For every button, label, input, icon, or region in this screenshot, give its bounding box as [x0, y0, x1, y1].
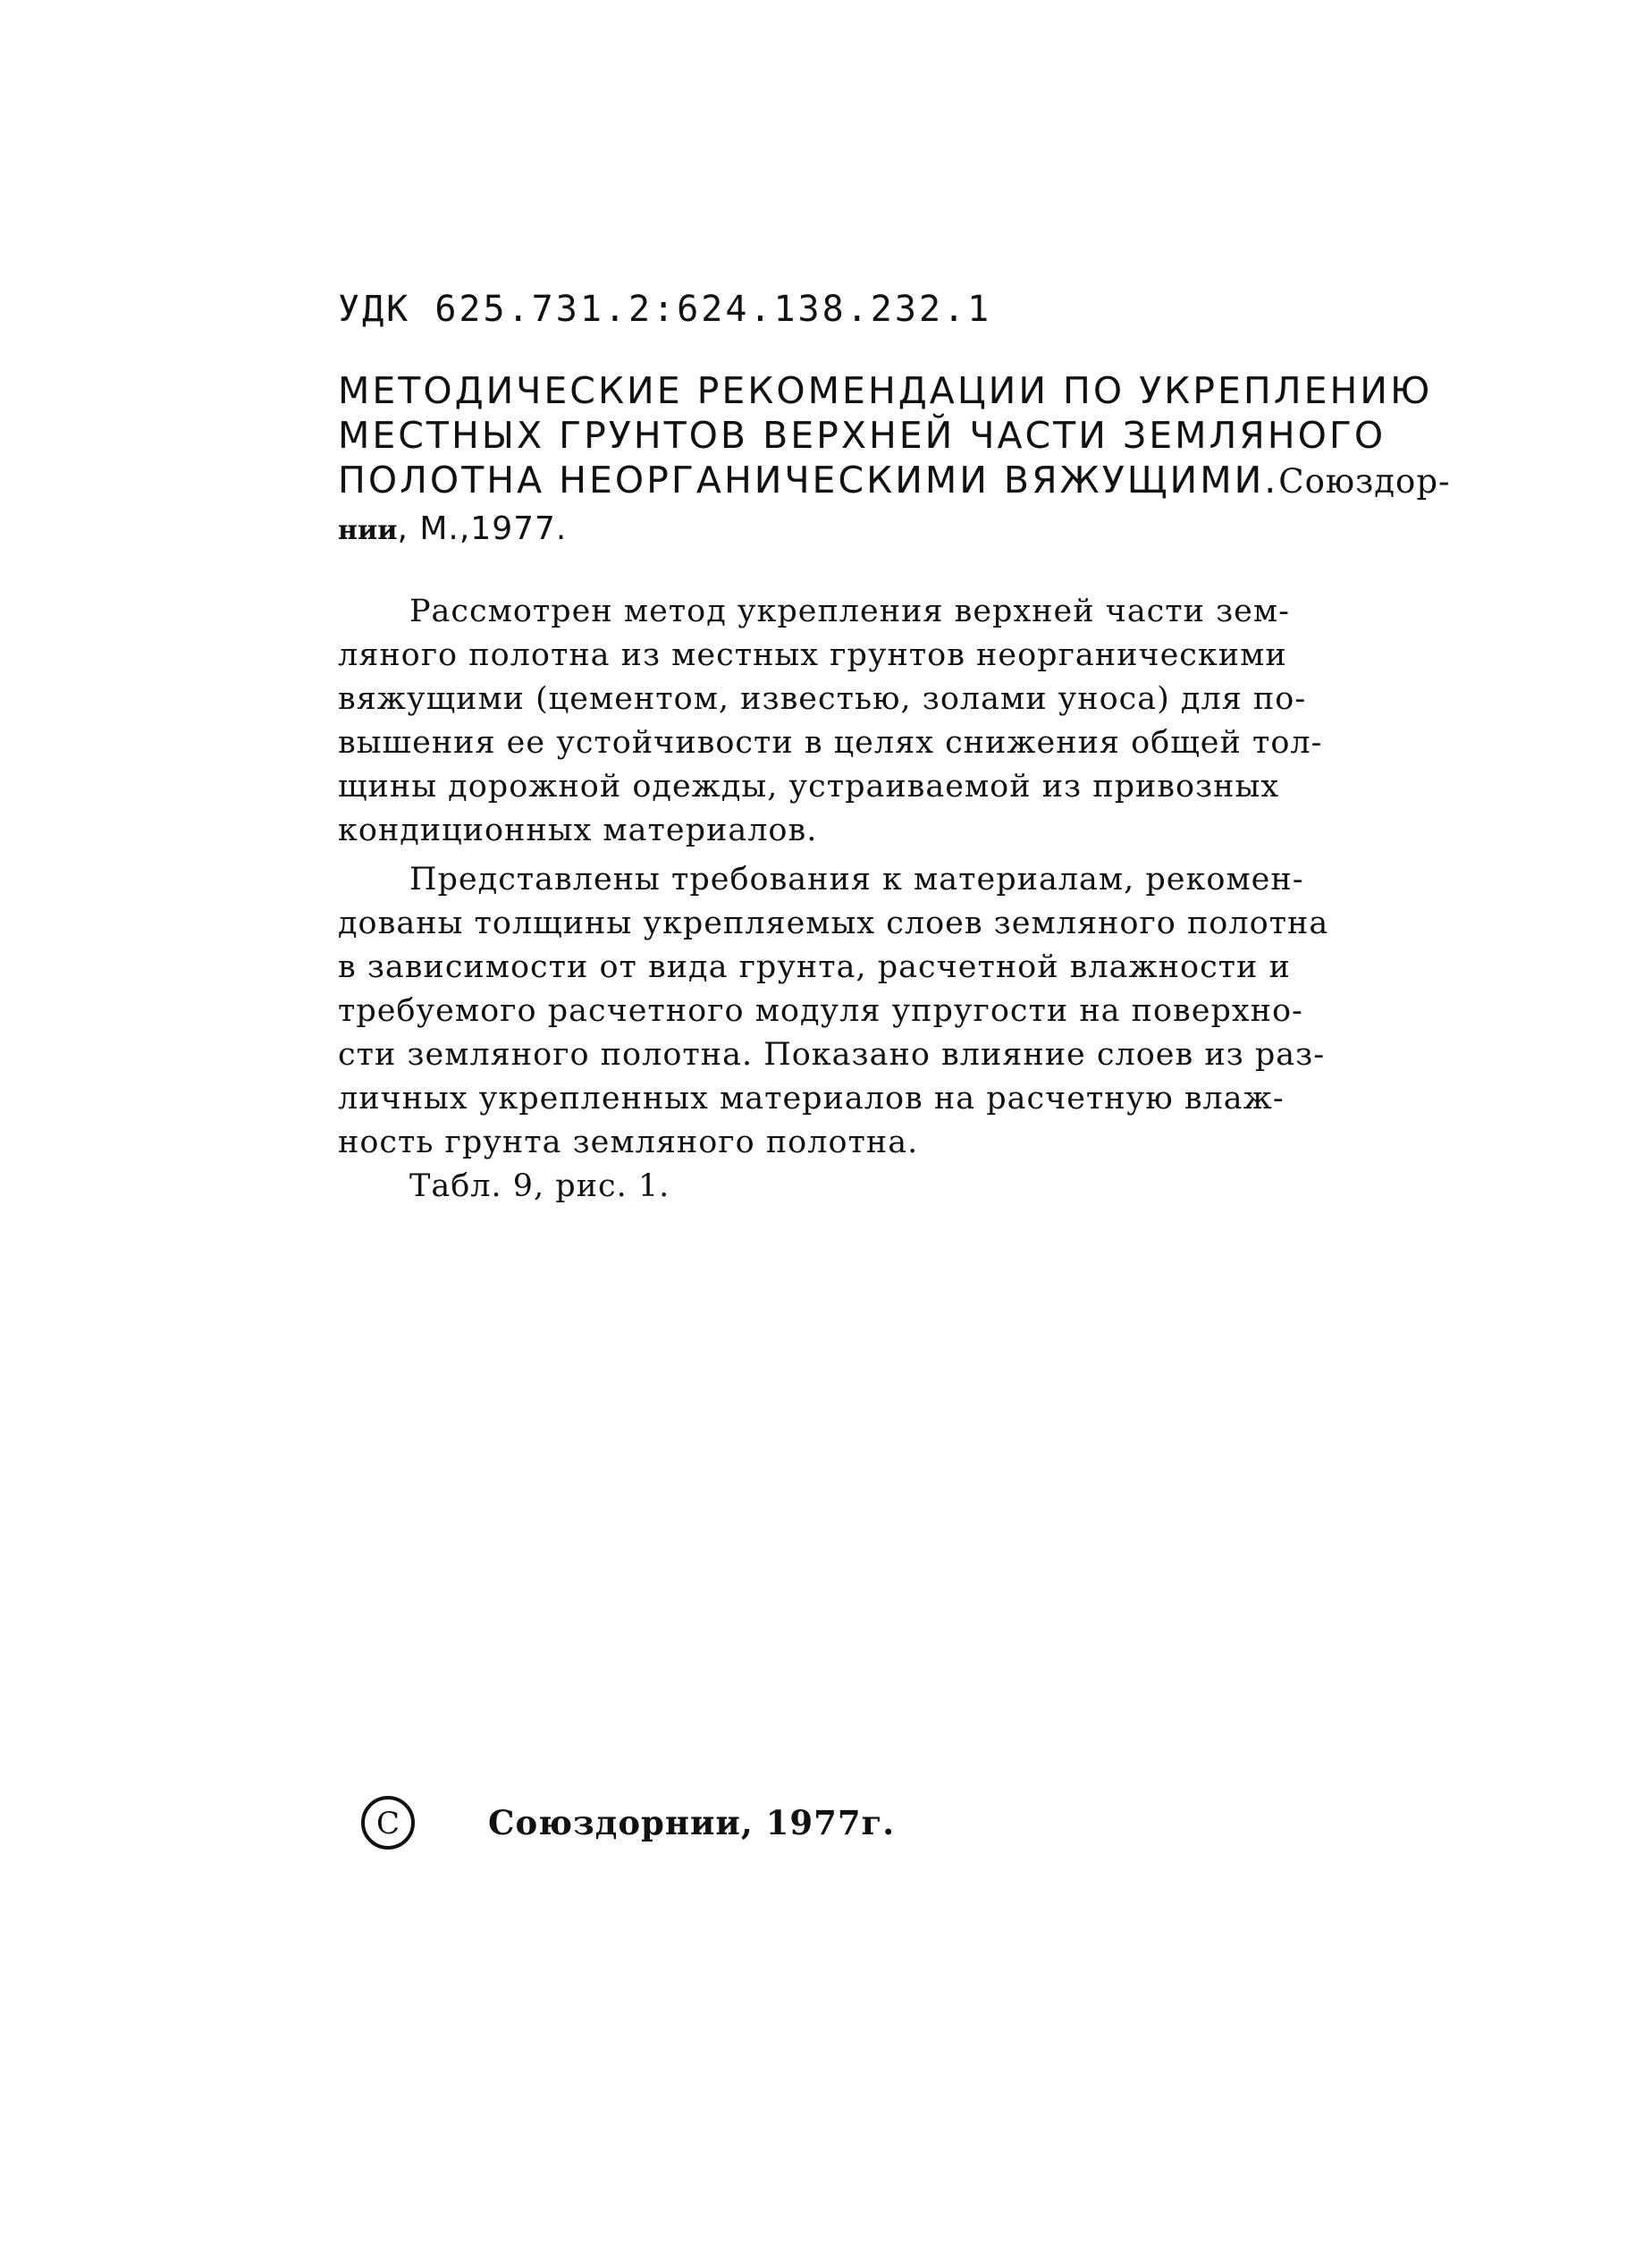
abstract-p2-line: требуемого расчетного модуля упругости на поверхно-: [338, 993, 1303, 1029]
copyright-icon: [359, 1794, 417, 1851]
tables-figures-note: Табл. 9, рис. 1.: [409, 1168, 670, 1204]
svg-text:C: C: [375, 1806, 400, 1841]
abstract-p1-line: вяжущими (цементом, известью, золами уноса) для по-: [338, 681, 1307, 717]
abstract: [338, 590, 1455, 1209]
bibliographic-title: [338, 368, 1491, 553]
abstract-p1-line: ляного полотна из местных грунтов неорганическими: [338, 637, 1287, 673]
abstract-p1-line: вышения ее устойчивости в целях снижения общей тол-: [338, 725, 1323, 761]
abstract-p2-line: ность грунта земляного полотна.: [338, 1125, 919, 1160]
title-line-1: МЕТОДИЧЕСКИЕ РЕКОМЕНДАЦИИ ПО УКРЕПЛЕНИЮ: [338, 369, 1433, 412]
abstract-p2-line: сти земляного полотна. Показано влияние слоев из раз-: [338, 1037, 1326, 1073]
publisher-start: Союздор-: [1278, 462, 1451, 501]
abstract-p1-line: щины дорожной одежды, устраиваемой из привозных: [338, 769, 1280, 805]
title-line-4: [338, 504, 1491, 553]
abstract-p2-line: дованы толщины укрепляемых слоев земляного полотна: [338, 906, 1329, 941]
title-line-3-text: ПОЛОТНА НЕОРГАНИЧЕСКИМИ ВЯЖУЩИМИ.: [338, 459, 1279, 501]
abstract-p2-line: в зависимости от вида грунта, расчетной влажности и: [338, 949, 1291, 985]
copyright-line: [359, 1791, 895, 1854]
abstract-p1-line: Рассмотрен метод укрепления верхней части зем-: [409, 594, 1290, 629]
copyright-text: Союздорнии, 1977г.: [488, 1803, 896, 1842]
udk-code: УДК 625.731.2:624.138.232.1: [338, 289, 992, 330]
abstract-p2-line: личных укрепленных материалов на расчетную влаж-: [338, 1081, 1285, 1117]
title-line-3: [338, 458, 1491, 504]
publisher-end: нии: [338, 515, 398, 546]
abstract-p2-line: Представлены требования к материалам, рекомен-: [409, 862, 1304, 898]
abstract-p1-line: кондиционных материалов.: [338, 813, 818, 848]
title-line-2: МЕСТНЫХ ГРУНТОВ ВЕРХНЕЙ ЧАСТИ ЗЕМЛЯНОГО: [338, 414, 1386, 457]
place-year: , М.,1977.: [397, 510, 568, 547]
